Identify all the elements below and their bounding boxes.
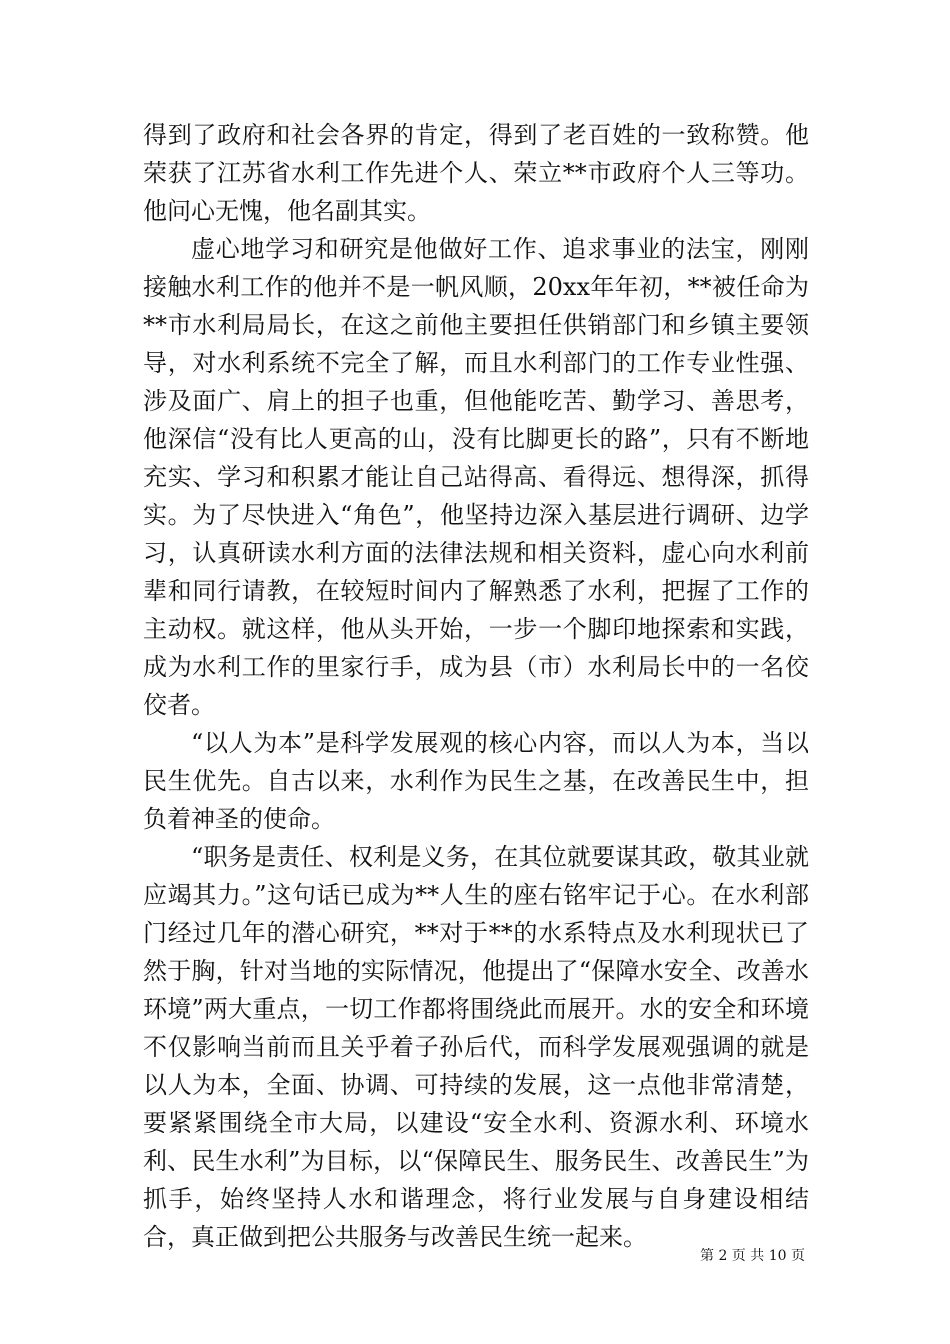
paragraph-learning: 虚心地学习和研究是他做好工作、追求事业的法宝，刚刚接触水利工作的他并不是一帆风顺，20xx年年初，**被任命为**市水利局局长，在这之前他主要担任供销部门和乡镇主要领导，对水利系统不完全了解，而且水利部门的工作专业性强、涉及面广、肩上的担子也重，但他能吃苦、勤学习、善思考，他深信“没有比人更高的山，没有比脚更长的路”，只有不断地充实、学习和积累才能让自己站得高、看得远、想得深，抓得实。为了尽快进入“角色”，他坚持边深入基层进行调研、边学习，认真研读水利方面的法律法规和相关资料，虚心向水利前辈和同行请教，在较短时间内了解熟悉了水利，把握了工作的主动权。就这样，他从头开始，一步一个脚印地探索和实践，成为水利工作的里家行手，成为县（市）水利局长中的一名佼佼者。	[143, 235, 809, 719]
page-number: 第 2 页 共 10 页	[700, 1248, 805, 1264]
document-body	[143, 116, 809, 1256]
paragraph-people-oriented: “以人为本”是科学发展观的核心内容，而以人为本，当以民生优先。自古以来，水利作为民生之基，在改善民生中，担负着神圣的使命。	[143, 729, 809, 833]
paragraph-continuation: 得到了政府和社会各界的肯定，得到了老百姓的一致称赞。他荣获了江苏省水利工作先进个人、荣立**市政府个人三等功。他问心无愧，他名副其实。	[143, 121, 809, 225]
paragraph-duty: “职务是责任、权利是义务，在其位就要谋其政，敬其业就应竭其力。”这句话已成为**人生的座右铭牢记于心。在水利部门经过几年的潜心研究，**对于**的水系特点及水利现状已了然于胸，针对当地的实际情况，他提出了“保障水安全、改善水环境”两大重点，一切工作都将围绕此而展开。水的安全和环境不仅影响当前而且关乎着子孙后代，而科学发展观强调的就是以人为本，全面、协调、可持续的发展，这一点他非常清楚，要紧紧围绕全市大局，以建设“安全水利、资源水利、环境水利、民生水利”为目标，以“保障民生、服务民生、改善民生”为抓手，始终坚持人水和谐理念，将行业发展与自身建设相结合，真正做到把公共服务与改善民生统一起来。	[143, 843, 809, 1251]
